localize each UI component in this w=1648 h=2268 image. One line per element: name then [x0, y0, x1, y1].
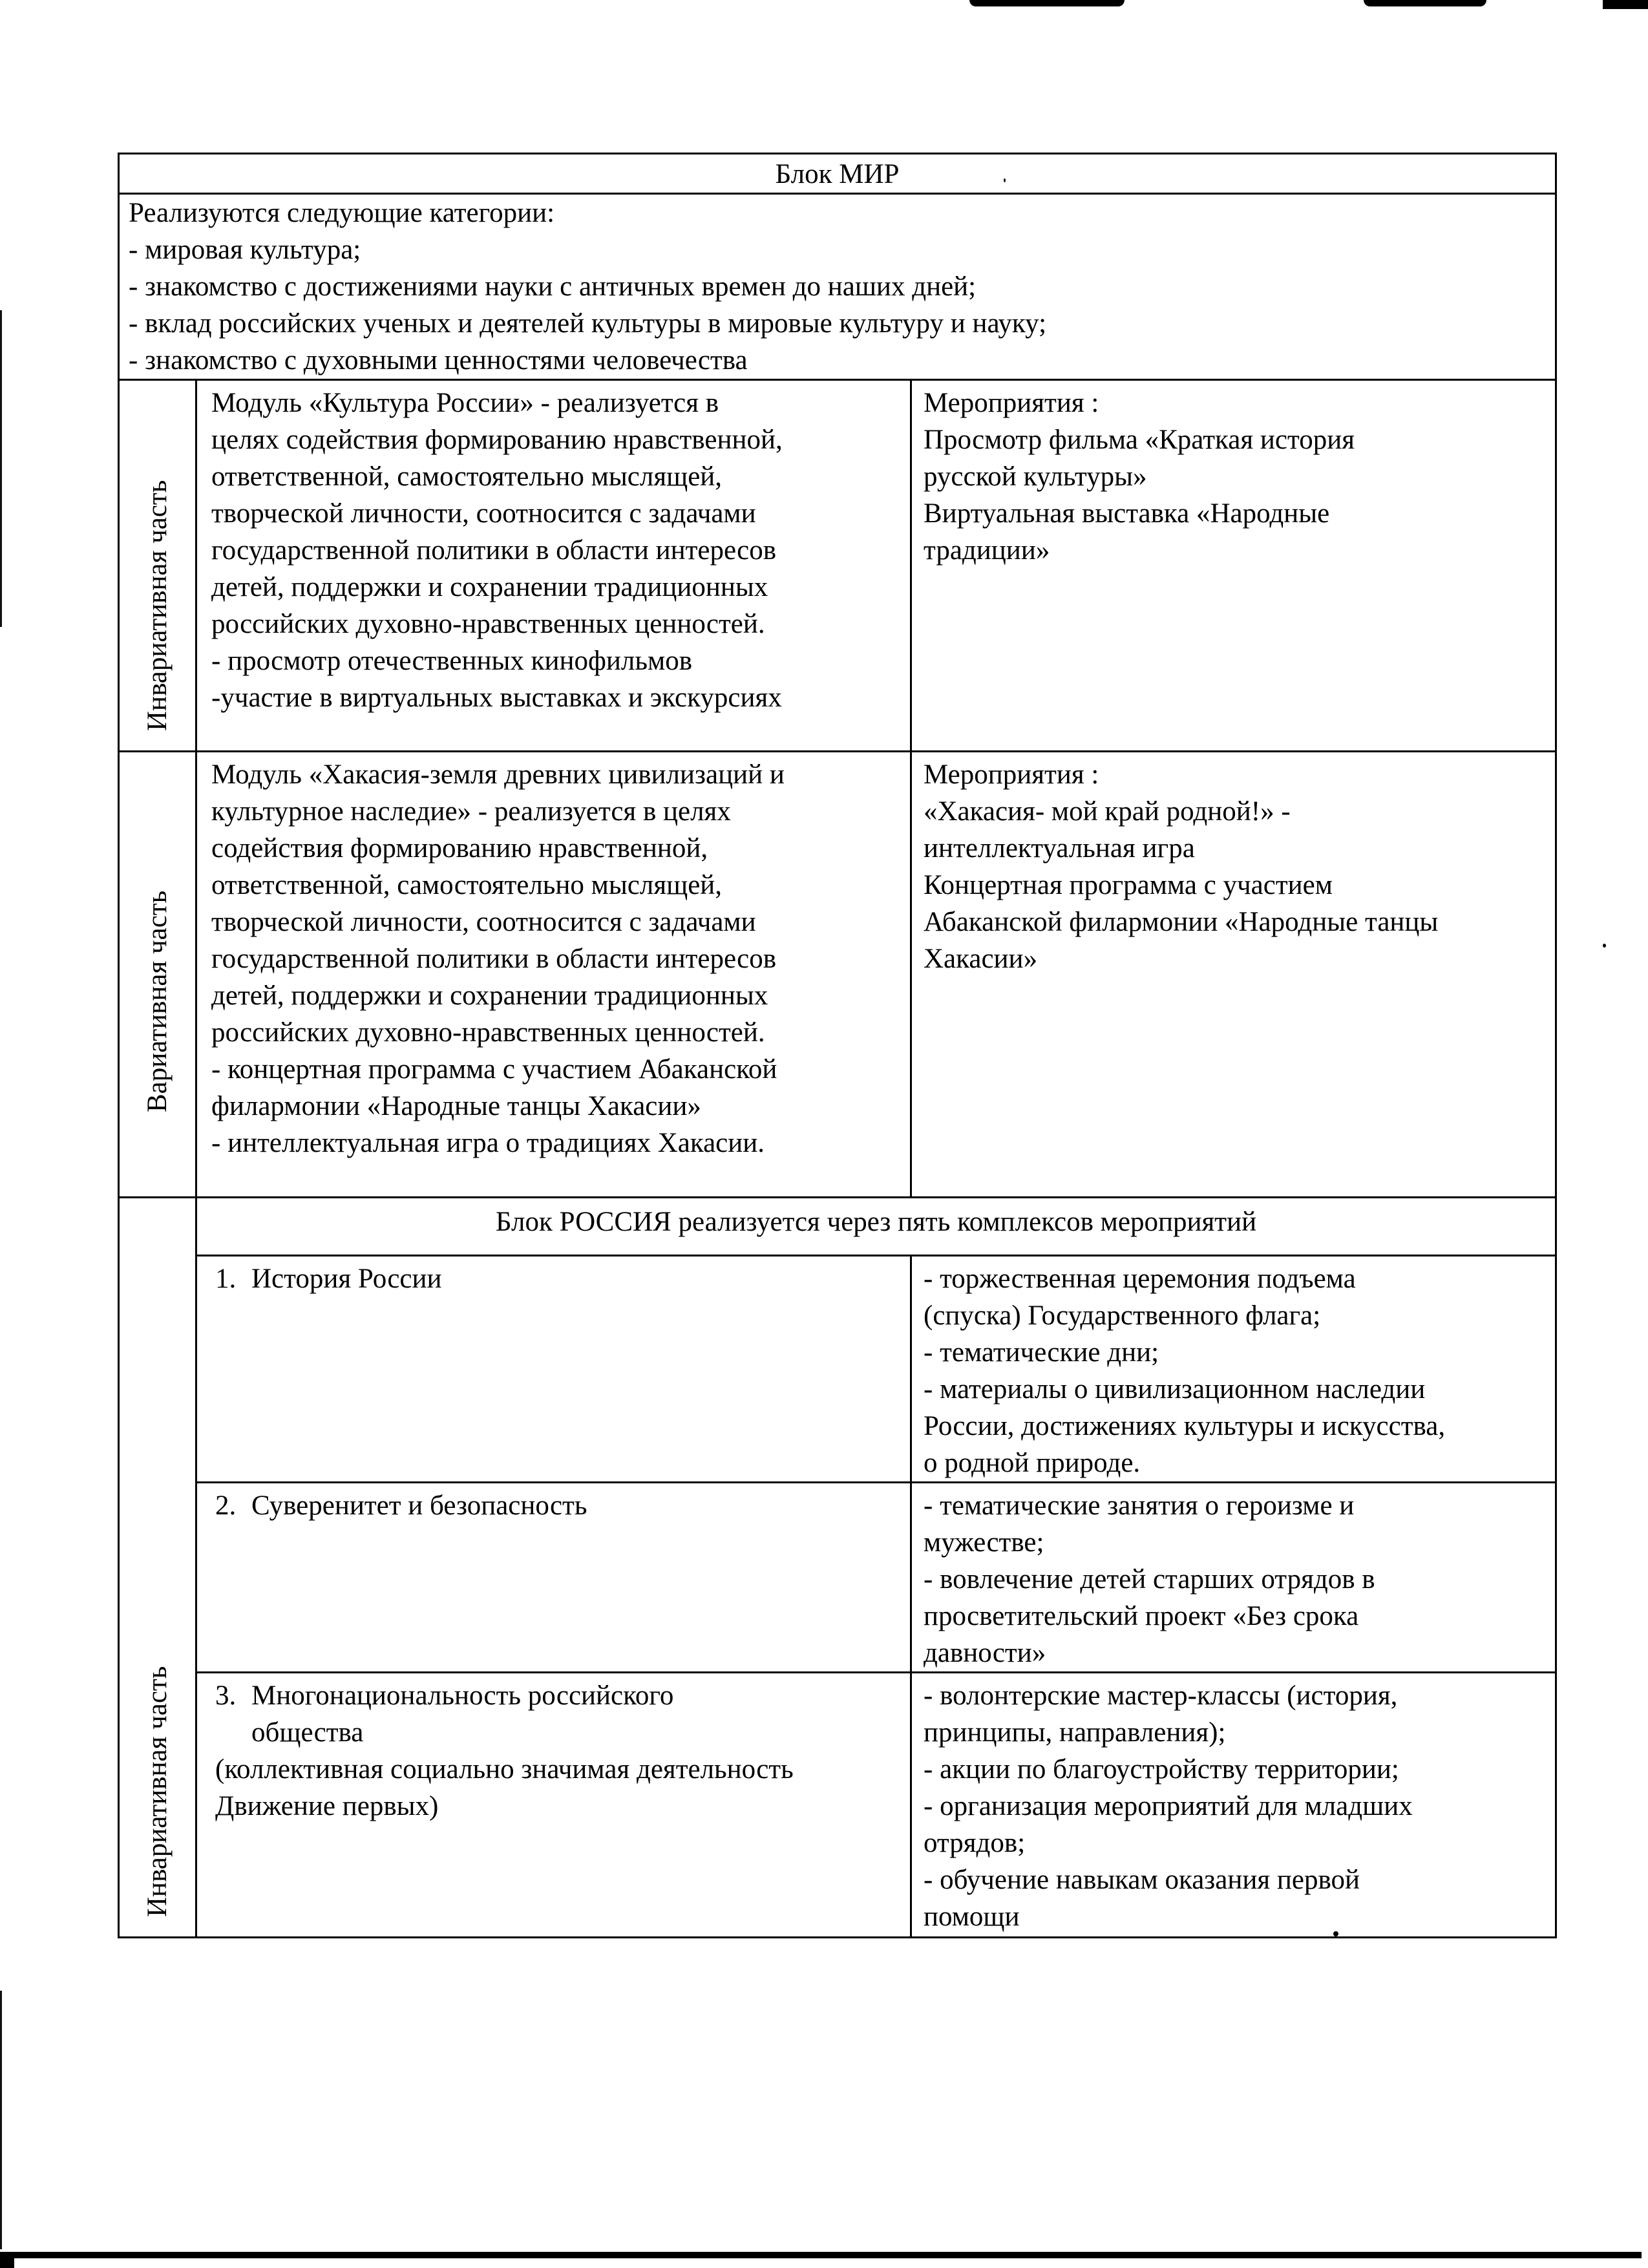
events-line: Просмотр фильма «Краткая история [924, 425, 1355, 455]
russia-item-events-cell [911, 1673, 1556, 1938]
events-line: о родной природе. [924, 1448, 1141, 1478]
russia-invariant-label: Инвариативная часть [142, 1666, 173, 1917]
events-line: России, достижениях культуры и искусства, [924, 1411, 1446, 1441]
events-line: Хакасии» [924, 944, 1038, 974]
events-line: - тематические занятия о героизме и [924, 1490, 1355, 1521]
events-line: Виртуальная выставка «Народные [924, 498, 1330, 529]
module-line: филармонии «Народные танцы Хакасии» [211, 1091, 701, 1121]
russia-item-row [119, 1256, 1556, 1483]
module-line: ответственной, самостоятельно мыслящей, [211, 870, 723, 900]
russia-item-events-cell [911, 1256, 1556, 1483]
scan-edge-mark [969, 0, 1125, 6]
module-line: ответственной, самостоятельно мыслящей, [211, 461, 723, 492]
item-note: (коллективная социально значимая деятельность [215, 1754, 794, 1785]
categories-cell [119, 194, 1556, 380]
module-line: детей, поддержки и сохранении традиционных [211, 572, 768, 602]
invariant-label: Инвариативная часть [142, 480, 173, 731]
variative-events-cell [911, 752, 1556, 1198]
category-item: - вклад российских ученых и деятелей культуры в мировые культуру и науку; [129, 308, 1047, 339]
events-line: - волонтерские мастер-классы (история, [924, 1680, 1398, 1711]
module-line: Модуль «Хакасия-земля древних цивилизаций и [211, 759, 785, 790]
events-line: Мероприятия : [924, 388, 1099, 418]
block-mir-header-row [119, 154, 1556, 194]
events-line: Мероприятия : [924, 759, 1099, 790]
russia-item-row [119, 1483, 1556, 1673]
events-line: - тематические дни; [924, 1337, 1159, 1368]
item-number: 3. [215, 1680, 237, 1711]
events-line: отрядов; [924, 1828, 1026, 1858]
events-line: интеллектуальная игра [924, 833, 1195, 864]
module-line: - концертная программа с участием Абаканской [211, 1054, 777, 1085]
events-line: давности» [924, 1638, 1046, 1668]
module-line: творческой личности, соотносится с задачами [211, 498, 756, 529]
block-mir-title: Блок МИР [119, 154, 1556, 194]
events-line: - вовлечение детей старших отрядов в [924, 1564, 1375, 1595]
events-line: принципы, направления); [924, 1717, 1226, 1748]
item-number: 2. [215, 1490, 237, 1521]
module-line: - просмотр отечественных кинофильмов [211, 646, 693, 676]
events-line: мужестве; [924, 1527, 1044, 1558]
events-line: (спуска) Государственного флага; [924, 1300, 1321, 1331]
russia-item-name [215, 1260, 903, 1297]
russia-item-name [215, 1677, 903, 1714]
scan-speck [1603, 944, 1606, 948]
module-line: целях содействия формированию нравственной, [211, 425, 783, 455]
variative-label: Вариативная часть [142, 890, 173, 1112]
events-line: Абаканской филармонии «Народные танцы [924, 907, 1439, 937]
category-item: - мировая культура; [129, 235, 361, 265]
events-line: просветительский проект «Без срока [924, 1601, 1359, 1631]
events-line: помощи [924, 1902, 1020, 1932]
block-mir-categories-row [119, 194, 1556, 380]
mir-variative-row [119, 752, 1556, 1198]
events-line: - акции по благоустройству территории; [924, 1754, 1399, 1785]
block-russia-title: Блок РОССИЯ реализуется через пять комплексов мероприятий [196, 1198, 1556, 1256]
invariant-module-cell [196, 380, 911, 752]
module-line: творческой личности, соотносится с задачами [211, 907, 756, 937]
item-number: 1. [215, 1264, 237, 1294]
category-item: - знакомство с духовными ценностями человечества [129, 345, 748, 376]
module-line: -участие в виртуальных выставках и экскурсиях [211, 683, 782, 713]
mir-invariant-row [119, 380, 1556, 752]
events-line: - торжественная церемония подъема [924, 1264, 1356, 1294]
scan-edge-left [0, 310, 2, 627]
invariant-label-cell [119, 380, 196, 752]
item-title: История России [251, 1264, 442, 1294]
russia-item-name [215, 1487, 903, 1524]
events-line: «Хакасия- мой край родной!» - [924, 796, 1291, 827]
module-line: содействия формированию нравственной, [211, 833, 708, 864]
item-note: Движение первых) [215, 1791, 439, 1821]
events-line: традиции» [924, 535, 1050, 566]
events-line: - организация мероприятий для младших [924, 1791, 1413, 1821]
russia-label-cell [119, 1198, 196, 1938]
module-line: культурное наследие» - реализуется в целях [211, 796, 731, 827]
russia-item-events-cell [911, 1483, 1556, 1673]
russia-item-name-cell [196, 1483, 911, 1673]
scan-edge-bottom [0, 2252, 1642, 2258]
item-title-cont: общества [251, 1717, 364, 1748]
scan-edge-mark [1603, 0, 1648, 9]
russia-item-name-cell [196, 1673, 911, 1938]
item-title: Многонациональность российского [251, 1680, 674, 1711]
russia-item-row [119, 1673, 1556, 1938]
program-table [118, 153, 1557, 1938]
item-title: Суверенитет и безопасность [251, 1490, 587, 1521]
module-line: Модуль «Культура России» - реализуется в [211, 388, 719, 418]
variative-module-cell [196, 752, 911, 1198]
module-line: государственной политики в области интересов [211, 944, 777, 974]
scan-edge-left [0, 1991, 2, 2249]
invariant-events-cell [911, 380, 1556, 752]
module-line: российских духовно-нравственных ценностей. [211, 609, 765, 639]
category-item: - знакомство с достижениями науки с античных времен до наших дней; [129, 271, 977, 302]
variative-label-cell [119, 752, 196, 1198]
module-line: государственной политики в области интересов [211, 535, 777, 566]
scan-edge-mark [1364, 0, 1486, 6]
russia-item-name-cell [196, 1256, 911, 1483]
module-line: российских духовно-нравственных ценностей. [211, 1017, 765, 1048]
scan-edge-bottom [0, 2252, 14, 2268]
block-russia-header-row [119, 1198, 1556, 1256]
events-line: Концертная программа с участием [924, 870, 1333, 900]
module-line: - интеллектуальная игра о традициях Хакасии. [211, 1128, 765, 1158]
events-line: - обучение навыкам оказания первой [924, 1865, 1360, 1895]
events-line: - материалы о цивилизационном наследии [924, 1374, 1426, 1404]
categories-intro: Реализуются следующие категории: [129, 198, 555, 228]
events-line: русской культуры» [924, 461, 1147, 492]
module-line: детей, поддержки и сохранении традиционных [211, 980, 768, 1011]
